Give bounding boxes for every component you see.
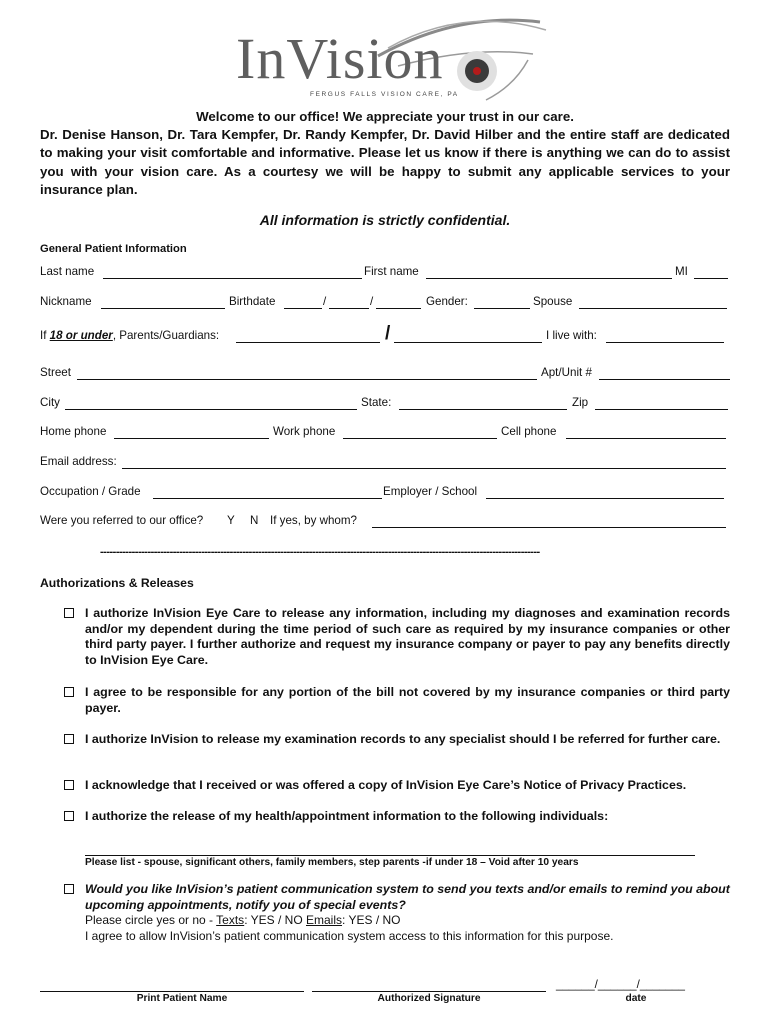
work-phone-field[interactable] bbox=[343, 438, 497, 439]
confidential-notice: All information is strictly confidential. bbox=[259, 212, 511, 228]
logo-tagline: FERGUS FALLS VISION CARE, PA bbox=[310, 91, 459, 98]
nickname-label: Nickname bbox=[40, 295, 92, 308]
auth-item: I authorize InVision to release my examination records to any specialist should I be referred for further care. bbox=[60, 732, 730, 748]
if-yes-label: If yes, by whom? bbox=[270, 514, 357, 527]
signature-label: Authorized Signature bbox=[377, 993, 481, 1004]
intro-block bbox=[40, 108, 730, 199]
last-name-label: Last name bbox=[40, 265, 95, 278]
last-name-field[interactable] bbox=[103, 278, 362, 279]
employer-label: Employer / School bbox=[383, 485, 478, 498]
referred-by-field[interactable] bbox=[372, 527, 726, 528]
spouse-field[interactable] bbox=[579, 308, 727, 309]
comm-agree-text: I agree to allow InVision’s patient communication system access to this information for this purpose. bbox=[85, 928, 614, 943]
section-divider: ------------------------------------------------------------------------------------------------------------------------------------------- bbox=[100, 546, 540, 558]
referred-no[interactable]: N bbox=[250, 514, 259, 527]
spouse-label: Spouse bbox=[533, 295, 573, 308]
auth-checkbox-3[interactable] bbox=[64, 734, 74, 744]
referred-yes[interactable]: Y bbox=[227, 514, 235, 527]
street-field[interactable] bbox=[77, 379, 537, 380]
auth-checkbox-4[interactable] bbox=[64, 780, 74, 790]
comm-circle-line: Please circle yes or no - Texts: YES / NO Emails: YES / NO bbox=[85, 913, 401, 928]
zip-label: Zip bbox=[572, 396, 589, 409]
general-info-heading: General Patient Information bbox=[40, 243, 187, 255]
first-name-field[interactable] bbox=[426, 278, 672, 279]
signature-field[interactable] bbox=[312, 991, 546, 992]
apt-label: Apt/Unit # bbox=[541, 366, 592, 379]
first-name-label: First name bbox=[364, 265, 419, 278]
home-phone-label: Home phone bbox=[40, 425, 107, 438]
city-label: City bbox=[40, 396, 60, 409]
print-name-label: Print Patient Name bbox=[136, 993, 228, 1004]
welcome-line: Welcome to our office! We appreciate your trust in our care. bbox=[196, 109, 574, 124]
print-name-field[interactable] bbox=[40, 991, 304, 992]
under-18-label: 18 or under bbox=[49, 329, 113, 342]
cell-phone-field[interactable] bbox=[566, 438, 726, 439]
auth-checkbox-2[interactable] bbox=[64, 687, 74, 697]
birth-day-field[interactable] bbox=[329, 308, 369, 309]
comm-question-text: Would you like InVision’s patient communication system to send you texts and/or emails to remind you about upcoming appointments, notify you of special events? bbox=[85, 882, 730, 912]
auth-item: I acknowledge that I received or was offered a copy of InVision Eye Care’s Notice of Privacy Practices. bbox=[60, 778, 730, 794]
state-field[interactable] bbox=[399, 409, 567, 410]
release-note: Please list - spouse, significant others, family members, step parents -if under 18 – Void after 10 years bbox=[85, 857, 579, 868]
gender-label: Gender: bbox=[426, 295, 468, 308]
auth-checkbox-5[interactable] bbox=[64, 811, 74, 821]
date-field[interactable]: ______/______/_______ bbox=[556, 978, 685, 991]
state-label: State: bbox=[361, 396, 392, 409]
texts-options[interactable]: : YES / NO bbox=[244, 913, 306, 928]
auth-checkbox-1[interactable] bbox=[64, 608, 74, 618]
work-phone-label: Work phone bbox=[273, 425, 336, 438]
invision-logo bbox=[228, 8, 548, 102]
auth-item: I authorize InVision Eye Care to release any information, including my diagnoses and examination records and/or my dependent during the time period of such care as required by my insurance companies or other third party payer. I further authorize and request my insurance company or payer to pay any benefits directly to InVision Eye Care. bbox=[60, 606, 730, 668]
home-phone-field[interactable] bbox=[114, 438, 269, 439]
live-with-label: I live with: bbox=[546, 329, 597, 342]
auth-item: I agree to be responsible for any portion of the bill not covered by my insurance companies or third party payer. bbox=[60, 685, 730, 716]
texts-label: Texts bbox=[216, 913, 245, 928]
birthdate-label: Birthdate bbox=[229, 295, 276, 308]
mi-field[interactable] bbox=[694, 278, 728, 279]
release-individuals-field[interactable] bbox=[85, 855, 695, 856]
occupation-field[interactable] bbox=[153, 498, 382, 499]
intro-paragraph: Dr. Denise Hanson, Dr. Tara Kempfer, Dr. Randy Kempfer, Dr. David Hilber and the entire staff are dedicated to making your visit comfortable and informative. Please let us know if there is anything we can do to assist you with your vision care. As a courtesy we will be happy to submit any applicable services to your insurance plan. bbox=[40, 127, 730, 197]
employer-field[interactable] bbox=[486, 498, 724, 499]
occupation-label: Occupation / Grade bbox=[40, 485, 141, 498]
live-with-field[interactable] bbox=[606, 342, 724, 343]
street-label: Street bbox=[40, 366, 71, 379]
guardian-2-field[interactable] bbox=[394, 342, 542, 343]
referred-label: Were you referred to our office? bbox=[40, 514, 204, 527]
email-field[interactable] bbox=[122, 468, 726, 469]
zip-field[interactable] bbox=[595, 409, 728, 410]
email-label: Email address: bbox=[40, 455, 117, 468]
guardian-1-field[interactable] bbox=[236, 342, 380, 343]
auth-heading: Authorizations & Releases bbox=[40, 576, 194, 590]
guardian-slash: / bbox=[385, 323, 391, 344]
date-label: date bbox=[625, 993, 647, 1004]
comm-checkbox[interactable] bbox=[64, 884, 74, 894]
gender-field[interactable] bbox=[474, 308, 530, 309]
mi-label: MI bbox=[675, 265, 688, 278]
birth-year-field[interactable] bbox=[376, 308, 421, 309]
birth-month-field[interactable] bbox=[284, 308, 322, 309]
cell-phone-label: Cell phone bbox=[501, 425, 557, 438]
logo-wordmark: InVision bbox=[236, 26, 444, 91]
apt-field[interactable] bbox=[599, 379, 730, 380]
emails-options[interactable]: : YES / NO bbox=[342, 913, 401, 928]
emails-label: Emails bbox=[306, 913, 343, 928]
communication-question bbox=[60, 882, 730, 944]
city-field[interactable] bbox=[65, 409, 357, 410]
auth-item: I authorize the release of my health/appointment information to the following individuals: bbox=[60, 809, 730, 825]
nickname-field[interactable] bbox=[101, 308, 225, 309]
